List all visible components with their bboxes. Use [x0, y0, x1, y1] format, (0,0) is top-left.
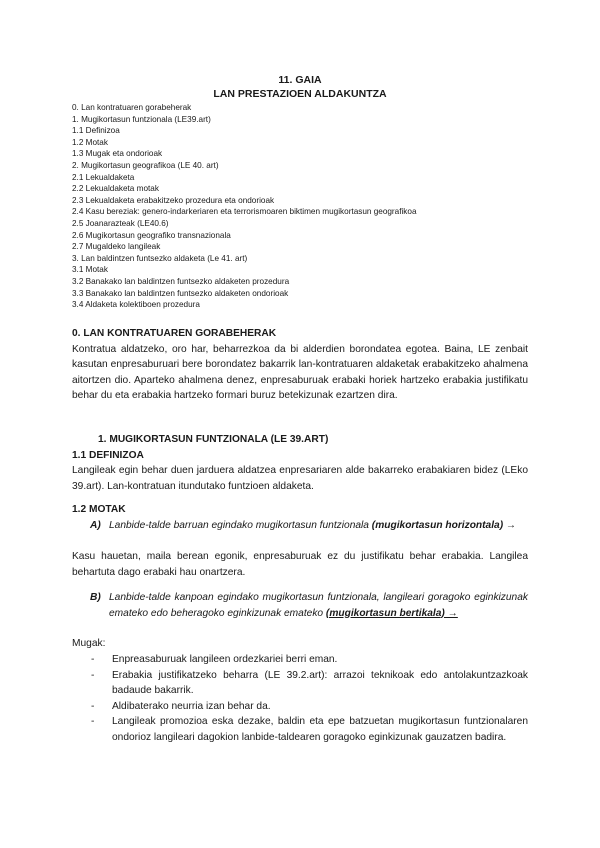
section-0 [72, 326, 528, 404]
toc-item: 1.2 Motak [72, 137, 108, 147]
toc-item: 3.4 Aldaketa kolektiboen prozedura [72, 300, 200, 310]
item-b-bold-term: (mugikortasun bertikala) → [325, 607, 458, 619]
section-0-heading: 0. LAN KONTRATUAREN GORABEHERAK [72, 328, 277, 339]
item-a-text [109, 518, 528, 534]
limit-text: Erabakia justifikatzeko beharra (LE 39.2.art): arrazoi teknikoak edo antolakuntzazkoak badaude bakarrik. [112, 669, 528, 697]
toc-item: 3.3 Banakako lan baldintzen funtsezko aldaketen ondorioak [72, 288, 289, 298]
list-item [72, 714, 528, 745]
item-b-text [109, 590, 528, 621]
toc-item: 2. Mugikortasun geografikoa (LE 40. art) [72, 160, 219, 170]
dash-bullet-icon: - [91, 700, 95, 712]
item-a-explanation: Kasu hauetan, maila berean egonik, enpresaburuak ez du justifikatu behar erabakia. Langilea behartuta dago erabaki hau onartzera. [72, 551, 528, 578]
item-b-label: B) [90, 592, 101, 603]
limit-text: Langileak promozioa eska dezake, baldin eta epe batzuetan mugikortasun funtzionalaren ondorioz langileari dagokion lanbide-taldearen goragoko eginkizunak gauzatzen badira. [112, 716, 528, 743]
dash-bullet-icon: - [91, 654, 95, 665]
item-a-bold-term: (mugikortasun horizontala) → [371, 520, 517, 531]
chapter-number: 11. GAIA [278, 74, 322, 86]
section-1 [72, 432, 528, 494]
type-item-a [72, 518, 528, 534]
toc-item: 1.3 Mugak eta ondorioak [72, 149, 163, 159]
toc-item: 3.1 Motak [72, 265, 108, 275]
document-title: LAN PRESTAZIOEN ALDAKUNTZA [213, 88, 387, 100]
toc-item: 0. Lan kontratuaren gorabeherak [72, 103, 192, 112]
dash-bullet-icon: - [91, 716, 95, 728]
limit-text: Aldibaterako neurria izan behar da. [112, 700, 271, 712]
toc-item: 2.7 Mugaldeko langileak [72, 242, 161, 252]
table-of-contents [72, 102, 417, 311]
item-a-label: A) [90, 520, 101, 531]
item-b-description: Lanbide-talde kanpoan egindako mugikortasun funtzionala, langileari goragoko eginkizunak emateko edo beheragoko eginkizunak emateko [109, 592, 528, 619]
type-item-b [72, 590, 528, 621]
toc-item: 2.3 Lekualdaketa erabakitzeko prozedura eta ondorioak [72, 195, 275, 205]
limit-text: Enpreasaburuak langileen ordezkariei berri eman. [112, 654, 338, 665]
list-item [72, 652, 528, 668]
toc-item: 2.1 Lekualdaketa [72, 172, 135, 182]
section-0-body: Kontratua aldatzeko, oro har, beharrezkoa da bi alderdien borondatea egotea. Baina, LE zenbait kasutan enpresaburuari bere borondatez bakarrik lan-kontratuaren aldaketak erabakitzeko ahalmena aitortzen dio. Aparteko ahalmena denez, enpresaburuak erabaki horiek hartzeko erabakia justifikatu behar du eta erabakia hartzeko formari buruz betekizunak ezartzen dira. [72, 343, 528, 402]
toc-item: 2.4 Kasu bereziak: genero-indarkeriaren eta terrorismoaren biktimen mugikortasun geografikoa [72, 207, 417, 217]
toc-item: 1. Mugikortasun funtzionala (LE39.art) [72, 114, 211, 124]
section-1-1-heading: 1.1 DEFINIZOA [72, 449, 144, 461]
section-1-1-body: Langileak egin behar duen jarduera aldatzea enpresariaren alde bakarreko erabakiaren bidez (LEko 39.art). Lan-kontratuan itundutako funtzioen aldaketa. [72, 465, 528, 492]
list-item [72, 699, 528, 715]
limits-list [72, 652, 528, 746]
section-1-2-heading: 1.2 MOTAK [72, 504, 126, 515]
section-1-2 [72, 502, 528, 518]
list-item [72, 668, 528, 699]
toc-item: 3. Lan baldintzen funtsezko aldaketa (Le 41. art) [72, 253, 248, 263]
toc-item: 2.5 Joanarazteak (LE40.6) [72, 218, 169, 228]
dash-bullet-icon: - [91, 669, 95, 681]
section-1-heading: 1. MUGIKORTASUN FUNTZIONALA (LE 39.ART) [98, 434, 329, 445]
limits-label: Mugak: [72, 638, 106, 649]
item-a-description: Lanbide-talde barruan egindako mugikortasun funtzionala [109, 520, 372, 531]
toc-item: 2.2 Lekualdaketa motak [72, 184, 159, 194]
toc-item: 1.1 Definizoa [72, 126, 120, 136]
toc-item: 2.6 Mugikortasun geografiko transnazionala [72, 230, 231, 240]
toc-item: 3.2 Banakako lan baldintzen funtsezko aldaketen prozedura [72, 276, 290, 286]
